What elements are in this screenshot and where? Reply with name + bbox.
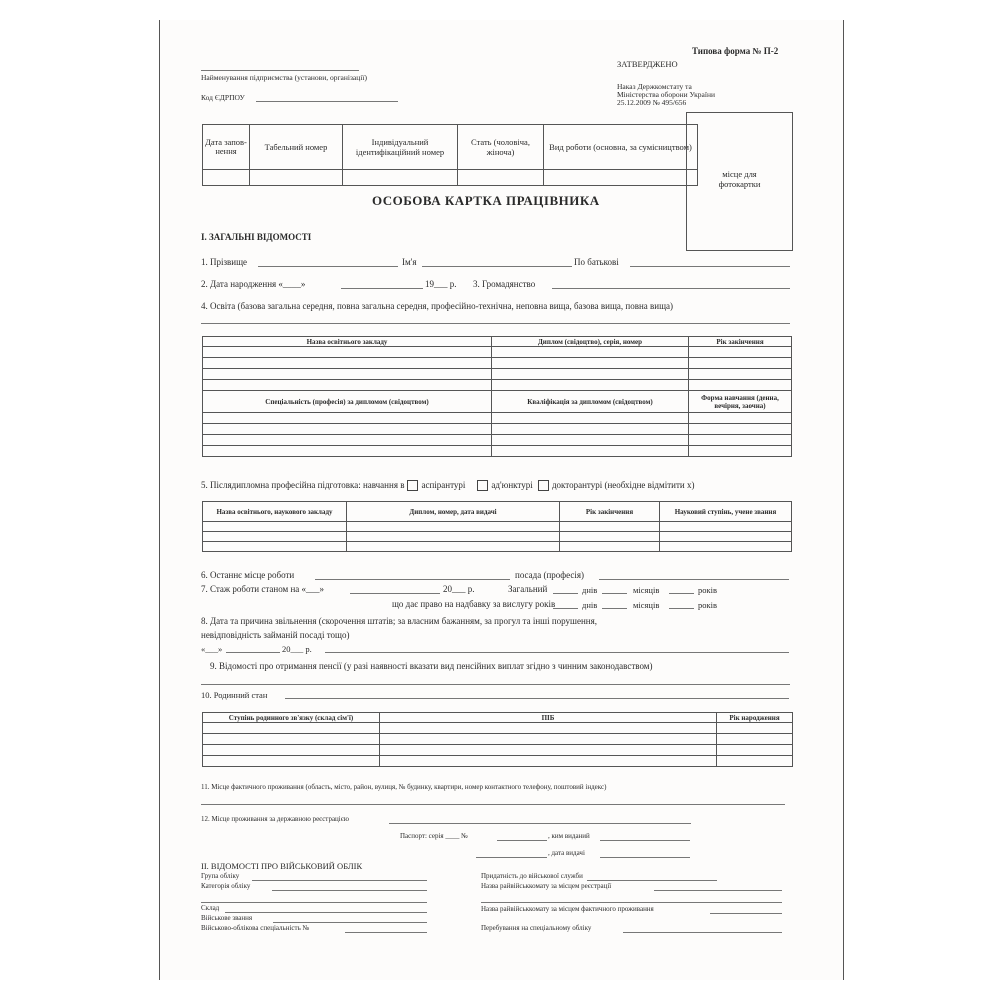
fitness-label: Придатність до військової служби bbox=[481, 872, 583, 880]
account-group-field[interactable] bbox=[252, 880, 427, 881]
doktorantura-label: докторантурі (необхідне відмітити х) bbox=[551, 480, 695, 490]
registration-field[interactable] bbox=[389, 823, 691, 824]
position-field[interactable] bbox=[599, 579, 789, 580]
dismissal-date-field[interactable] bbox=[226, 652, 280, 653]
pg-diploma-header: Диплом, номер, дата видачі bbox=[347, 502, 560, 522]
registration-office-field[interactable] bbox=[654, 890, 782, 891]
experience-year-label: 20___ р. bbox=[443, 584, 475, 594]
last-job-label: 6. Останнє місце роботи bbox=[201, 570, 295, 580]
dismissal-date-label: «___» bbox=[201, 644, 223, 654]
edu-institution-header: Назва освітнього закладу bbox=[203, 337, 492, 347]
total-years-label: років bbox=[698, 585, 718, 595]
citizenship-field[interactable] bbox=[552, 288, 790, 289]
birth-month-field[interactable] bbox=[341, 288, 423, 289]
bonus-months-field[interactable] bbox=[602, 608, 627, 609]
issued-by-label: , ким виданий bbox=[548, 832, 590, 840]
bonus-days-field[interactable] bbox=[553, 608, 578, 609]
postgrad-label bbox=[201, 480, 694, 491]
aspirantura-label: аспірантурі bbox=[421, 480, 466, 490]
edu-form-header: Форма навчання (денна, вечірня, заочна) bbox=[689, 391, 792, 413]
passport-label: Паспорт: серія ____ № bbox=[400, 832, 468, 840]
bonus-years-field[interactable] bbox=[669, 608, 694, 609]
total-days-field[interactable] bbox=[553, 593, 578, 594]
education-label: 4. Освіта (базова загальна середня, повна загальна середня, професійно-технічна, неповна вища, базова вища, повна вища) bbox=[201, 301, 674, 311]
issue-date-field[interactable] bbox=[600, 857, 690, 858]
page-title: ОСОБОВА КАРТКА ПРАЦІВНИКА bbox=[372, 193, 600, 208]
account-category-field[interactable] bbox=[272, 890, 427, 891]
military-rank-label: Військове звання bbox=[201, 914, 253, 922]
form-number: Типова форма № П-2 bbox=[692, 46, 779, 56]
issue-date-blank[interactable] bbox=[476, 857, 547, 858]
account-category-label: Категорія обліку bbox=[201, 882, 251, 890]
section-1-heading: І. ЗАГАЛЬНІ ВІДОМОСТІ bbox=[201, 232, 312, 242]
fitness-field[interactable] bbox=[587, 880, 717, 881]
form-page bbox=[159, 20, 844, 980]
edrpou-label: Код ЄДРПОУ bbox=[201, 93, 245, 102]
family-birth-year-header: Рік народження bbox=[717, 713, 793, 723]
blank-line-left[interactable] bbox=[201, 902, 427, 903]
section-2-heading: ІІ. ВІДОМОСТІ ПРО ВІЙСЬКОВИЙ ОБЛІК bbox=[201, 861, 363, 871]
experience-date-field[interactable] bbox=[350, 593, 440, 594]
postgrad-text: 5. Післядипломна професійна підготовка: навчання в bbox=[201, 480, 405, 490]
edu-qualification-header: Кваліфікація за дипломом (свідоцтвом) bbox=[492, 391, 689, 413]
edu-diploma-header: Диплом (свідоцтво), серія, номер bbox=[492, 337, 689, 347]
family-table bbox=[202, 712, 793, 767]
military-rank-field[interactable] bbox=[273, 922, 427, 923]
dismissal-reason-field[interactable] bbox=[325, 652, 789, 653]
name-label: Ім'я bbox=[402, 257, 417, 267]
passport-number-field[interactable] bbox=[497, 840, 547, 841]
tax-id-header: Індивідуальний ідентифікаційний номер bbox=[343, 125, 458, 170]
account-group-label: Група обліку bbox=[201, 872, 240, 880]
work-type-cell[interactable] bbox=[544, 169, 698, 185]
special-account-label: Перебування на спеціальному обліку bbox=[481, 924, 592, 932]
name-field[interactable] bbox=[422, 266, 572, 267]
military-specialty-label: Військово-облікова спеціальність № bbox=[201, 924, 310, 932]
bonus-days-label: днів bbox=[582, 600, 598, 610]
photo-label: місце для фотокартки bbox=[718, 169, 761, 189]
date-filled-cell[interactable] bbox=[203, 169, 250, 185]
gender-cell[interactable] bbox=[458, 169, 544, 185]
dismissal-cont-label: невідповідність займаній посаді тощо) bbox=[201, 630, 350, 640]
family-name-header: ПІБ bbox=[380, 713, 717, 723]
adjunktura-label: ад'юнктурі bbox=[491, 480, 533, 490]
dismissal-label: 8. Дата та причина звільнення (скорочення штатів; за власним бажанням, за прогул та інші порушення, bbox=[201, 616, 597, 626]
bonus-years-label: років bbox=[698, 600, 718, 610]
residence-office-label: Назва райвійськкомату за місцем фактичного проживання bbox=[481, 905, 654, 913]
employee-info-table bbox=[202, 124, 698, 186]
total-months-label: місяців bbox=[633, 585, 660, 595]
issue-date-label: , дата видачі bbox=[548, 849, 585, 857]
adjunktura-checkbox[interactable] bbox=[477, 480, 488, 491]
residence-label: 11. Місце фактичного проживання (область, місто, район, вулиця, № будинку, квартири, номер контактного телефону, поштовий індекс) bbox=[201, 783, 607, 791]
tax-id-cell[interactable] bbox=[343, 169, 458, 185]
blank-line-right[interactable] bbox=[481, 902, 782, 903]
work-type-header: Вид роботи (основна, за сумісництвом) bbox=[544, 125, 698, 170]
family-status-field[interactable] bbox=[285, 698, 789, 699]
edu-year-header: Рік закінчення bbox=[689, 337, 792, 347]
education-table bbox=[202, 336, 792, 457]
date-filled-header: Дата запов- нення bbox=[203, 125, 250, 170]
composition-field[interactable] bbox=[225, 912, 427, 913]
dismissal-year-label: 20___ р. bbox=[282, 644, 312, 654]
total-years-field[interactable] bbox=[669, 593, 694, 594]
pg-degree-header: Науковий ступінь, учене звання bbox=[660, 502, 792, 522]
postgrad-table bbox=[202, 501, 792, 552]
military-specialty-field[interactable] bbox=[345, 932, 427, 933]
edu-specialty-header: Спеціальність (професія) за дипломом (свідоцтвом) bbox=[203, 391, 492, 413]
citizenship-label: 3. Громадянство bbox=[473, 279, 536, 289]
tab-number-header: Табельний номер bbox=[250, 125, 343, 170]
doktorantura-checkbox[interactable] bbox=[538, 480, 549, 491]
order-line-1: Наказ Держкомстату та bbox=[617, 82, 692, 91]
surname-label: 1. Прізвище bbox=[201, 257, 248, 267]
pension-label: 9. Відомості про отримання пенсії (у разі наявності вказати вид пенсійних виплат згідно з чинним законодавством) bbox=[210, 661, 653, 671]
surname-field[interactable] bbox=[258, 266, 398, 267]
approved-label: ЗАТВЕРДЖЕНО bbox=[617, 59, 678, 69]
family-relation-header: Ступінь родинного зв'язку (склад сім'ї) bbox=[203, 713, 380, 723]
special-account-field[interactable] bbox=[623, 932, 782, 933]
birth-date-label: 2. Дата народження «____» bbox=[201, 279, 306, 289]
bonus-months-label: місяців bbox=[633, 600, 660, 610]
birth-year-label: 19___ р. bbox=[425, 279, 457, 289]
experience-total-label: Загальний bbox=[508, 584, 548, 594]
pension-field[interactable] bbox=[201, 684, 790, 685]
patronymic-label: По батькові bbox=[574, 257, 619, 267]
aspirantura-checkbox[interactable] bbox=[407, 480, 418, 491]
photo-box bbox=[686, 112, 793, 251]
issued-by-field[interactable] bbox=[600, 840, 690, 841]
experience-label: 7. Стаж роботи станом на «___» bbox=[201, 584, 325, 594]
bonus-label: що дає право на надбавку за вислугу років bbox=[392, 599, 556, 609]
registration-label: 12. Місце проживання за державною реєстрацією bbox=[201, 815, 349, 823]
patronymic-field[interactable] bbox=[630, 266, 790, 267]
org-name-label: Найменування підприємства (установи, організації) bbox=[201, 73, 367, 82]
total-months-field[interactable] bbox=[602, 593, 627, 594]
composition-label: Склад bbox=[201, 904, 220, 912]
order-line-3: 25.12.2009 № 495/656 bbox=[617, 98, 687, 107]
family-status-label: 10. Родинний стан bbox=[201, 690, 268, 700]
education-field[interactable] bbox=[201, 323, 790, 324]
position-label: посада (професія) bbox=[515, 570, 584, 580]
tab-number-cell[interactable] bbox=[250, 169, 343, 185]
last-job-field[interactable] bbox=[315, 579, 510, 580]
pg-institution-header: Назва освітнього, наукового закладу bbox=[203, 502, 347, 522]
order-line-2: Міністерства оборони України bbox=[617, 90, 715, 99]
pg-year-header: Рік закінчення bbox=[560, 502, 660, 522]
residence-field[interactable] bbox=[201, 804, 785, 805]
registration-office-label: Назва райвійськкомату за місцем реєстрації bbox=[481, 882, 612, 890]
total-days-label: днів bbox=[582, 585, 598, 595]
residence-office-field[interactable] bbox=[710, 913, 782, 914]
gender-header: Стать (чоловіча, жіноча) bbox=[458, 125, 544, 170]
